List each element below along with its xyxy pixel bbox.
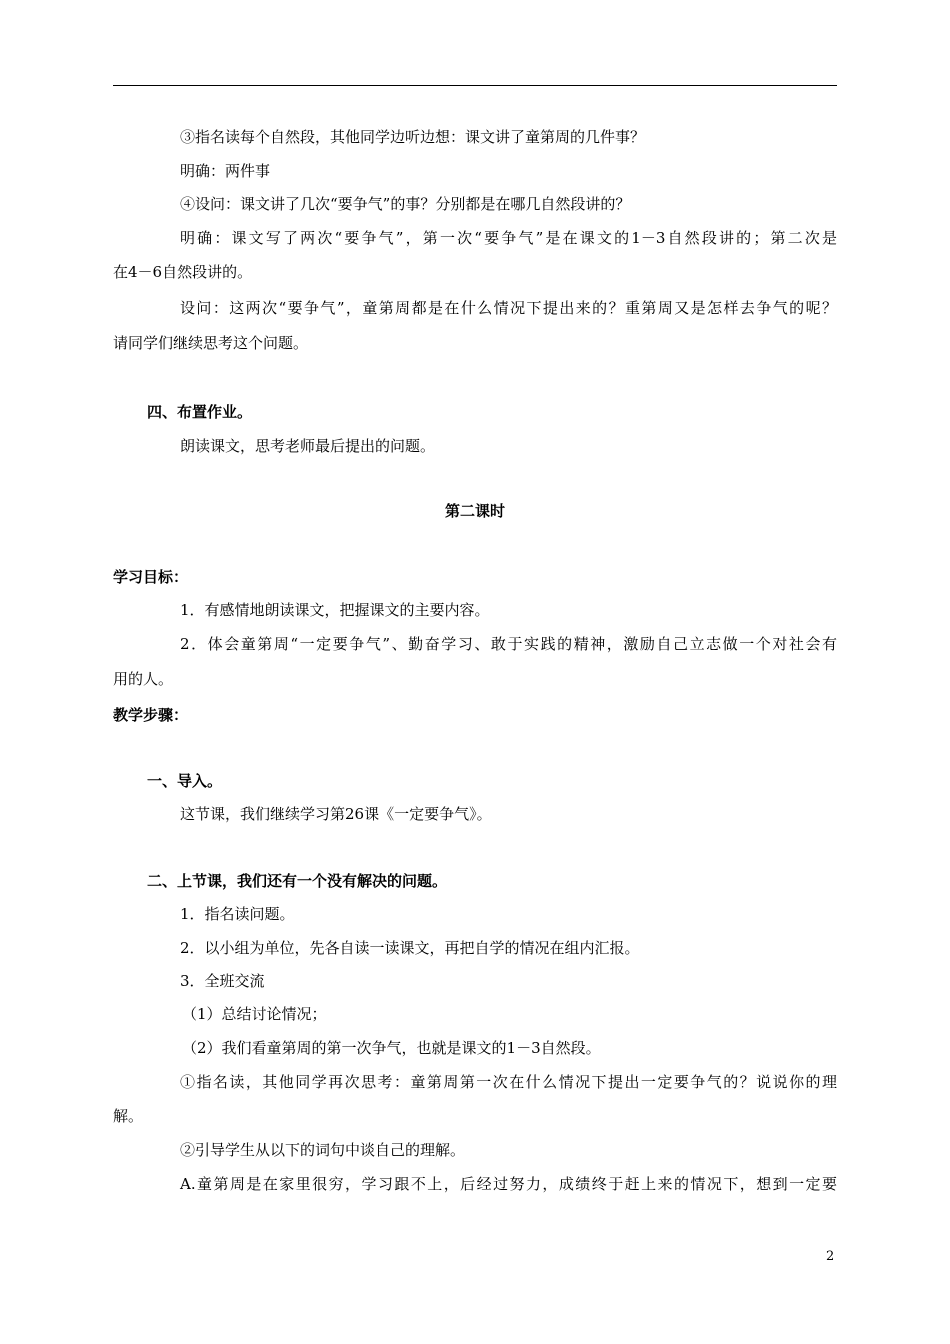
body-line: 明确：两件事 (180, 162, 271, 180)
body-line: 设问：这两次“要争气”，童第周都是在什么情况下提出来的？重第周又是怎样去争气的呢？ (180, 299, 837, 317)
body-line: ①指名读，其他同学再次思考：童第周第一次在什么情况下提出一定要争气的？说说你的理 (180, 1073, 837, 1091)
body-line: 解。 (113, 1107, 144, 1125)
body-line: 用的人。 (113, 670, 174, 688)
body-line: ④设问：课文讲了几次“要争气”的事？分别都是在哪几自然段讲的？ (180, 195, 631, 213)
body-line: 这节课，我们继续学习第26课《一定要争气》。 (180, 805, 492, 823)
body-line: 1．有感情地朗读课文，把握课文的主要内容。 (180, 601, 490, 619)
body-line: 朗读课文，思考老师最后提出的问题。 (180, 437, 436, 455)
body-line: （1）总结讨论情况； (182, 1005, 327, 1023)
section-heading: 一、导入。 (147, 772, 223, 790)
body-line: 1．指名读问题。 (180, 905, 295, 923)
body-line: A.童第周是在家里很穷，学习跟不上，后经过努力，成绩终于赶上来的情况下，想到一定要 (180, 1175, 837, 1193)
header-rule (113, 85, 837, 86)
body-line: 3．全班交流 (180, 972, 265, 990)
body-line: ②引导学生从以下的词句中谈自己的理解。 (180, 1141, 466, 1159)
section-heading: 四、布置作业。 (147, 403, 253, 421)
body-line: 明确：课文写了两次“要争气”，第一次“要争气”是在课文的1－3自然段讲的；第二次是 (180, 229, 837, 247)
body-line: 请同学们继续思考这个问题。 (113, 334, 309, 352)
section-heading: 教学步骤： (113, 706, 189, 724)
body-line: 2．体会童第周“一定要争气”、勤奋学习、敢于实践的精神，激励自己立志做一个对社会有 (180, 635, 837, 653)
body-line: ③指名读每个自然段，其他同学边听边想：课文讲了童第周的几件事？ (180, 128, 646, 146)
body-line: 在4－6自然段讲的。 (113, 263, 253, 281)
body-line: （2）我们看童第周的第一次争气，也就是课文的1－3自然段。 (182, 1039, 601, 1057)
lesson-title: 第二课时 (444, 502, 505, 520)
section-heading: 学习目标： (113, 568, 189, 586)
section-heading: 二、上节课，我们还有一个没有解决的问题。 (147, 872, 448, 890)
page-number: 2 (826, 1249, 835, 1264)
body-line: 2．以小组为单位，先各自读一读课文，再把自学的情况在组内汇报。 (180, 939, 640, 957)
